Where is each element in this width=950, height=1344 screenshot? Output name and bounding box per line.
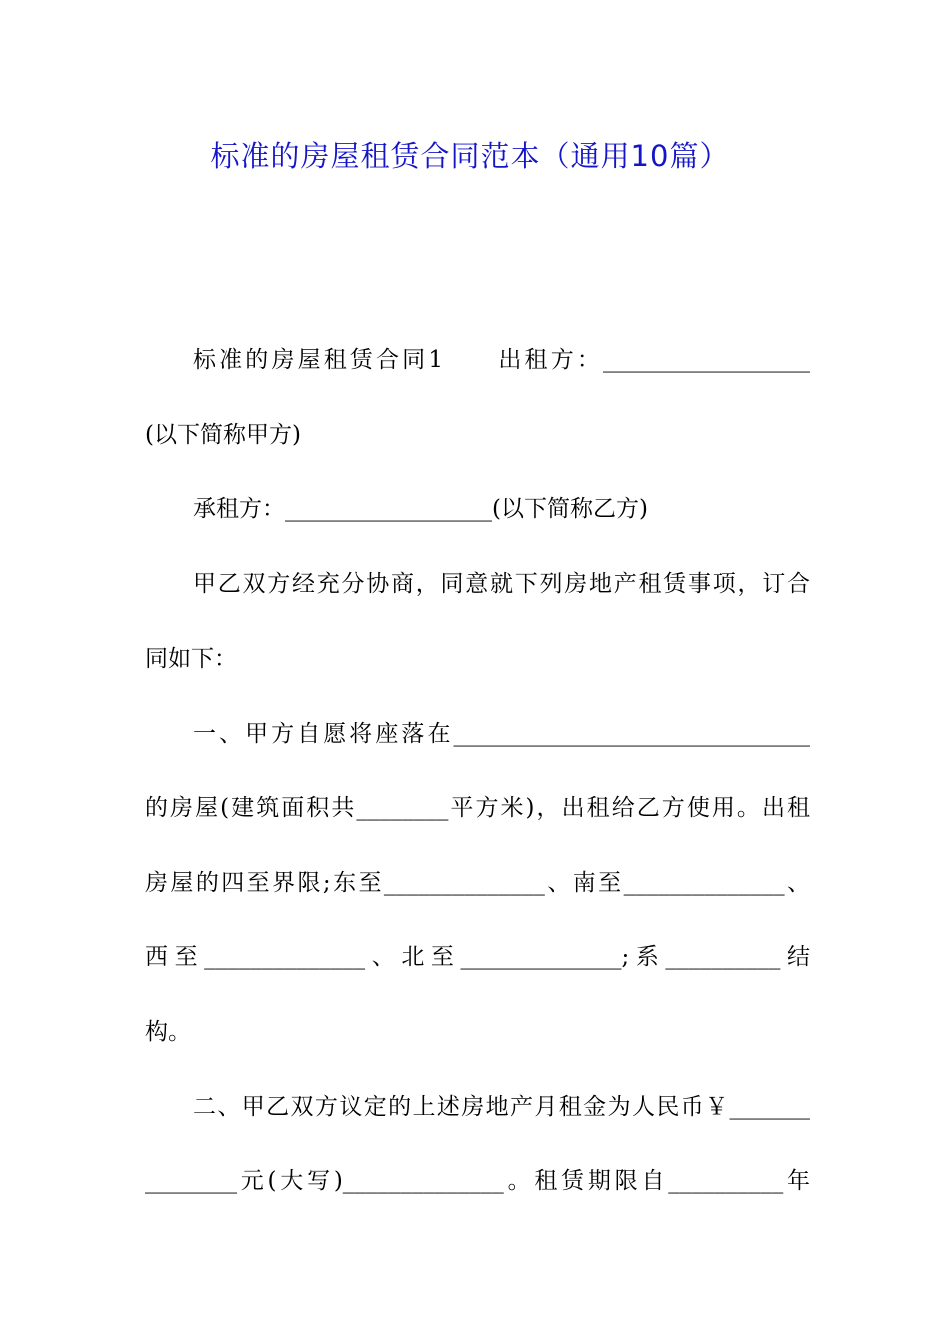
agreement-intro-line-1: 甲乙双方经充分协商，同意就下列房地产租赁事项，订合 [193,571,810,597]
document-title: 标准的房屋租赁合同范本（通用10篇） [210,139,730,173]
clause-2-line-2: ________元(大写)______________。租赁期限自__________年 [145,1168,810,1194]
clause-1-line-4: 西至______________、北至______________;系__________结 [145,944,810,970]
clause-2-line-1: 二、甲乙双方议定的上述房地产月租金为人民币￥_______ [193,1094,810,1120]
lessor-abbreviation-line: (以下简称甲方) [145,422,301,448]
contract-heading-lessor-line: 标准的房屋租赁合同1 出租方：__________________ [193,347,810,373]
agreement-intro-line-2: 同如下： [145,646,237,672]
clause-1-line-1: 一、甲方自愿将座落在_______________________________ [193,721,810,747]
clause-1-line-5: 构。 [145,1019,191,1045]
clause-1-line-3: 房屋的四至界限;东至______________、南至______________、 [145,870,810,896]
clause-1-line-2: 的房屋(建筑面积共________平方米)，出租给乙方使用。出租 [145,795,810,821]
lessee-line: 承租方：__________________(以下简称乙方) [193,496,648,522]
